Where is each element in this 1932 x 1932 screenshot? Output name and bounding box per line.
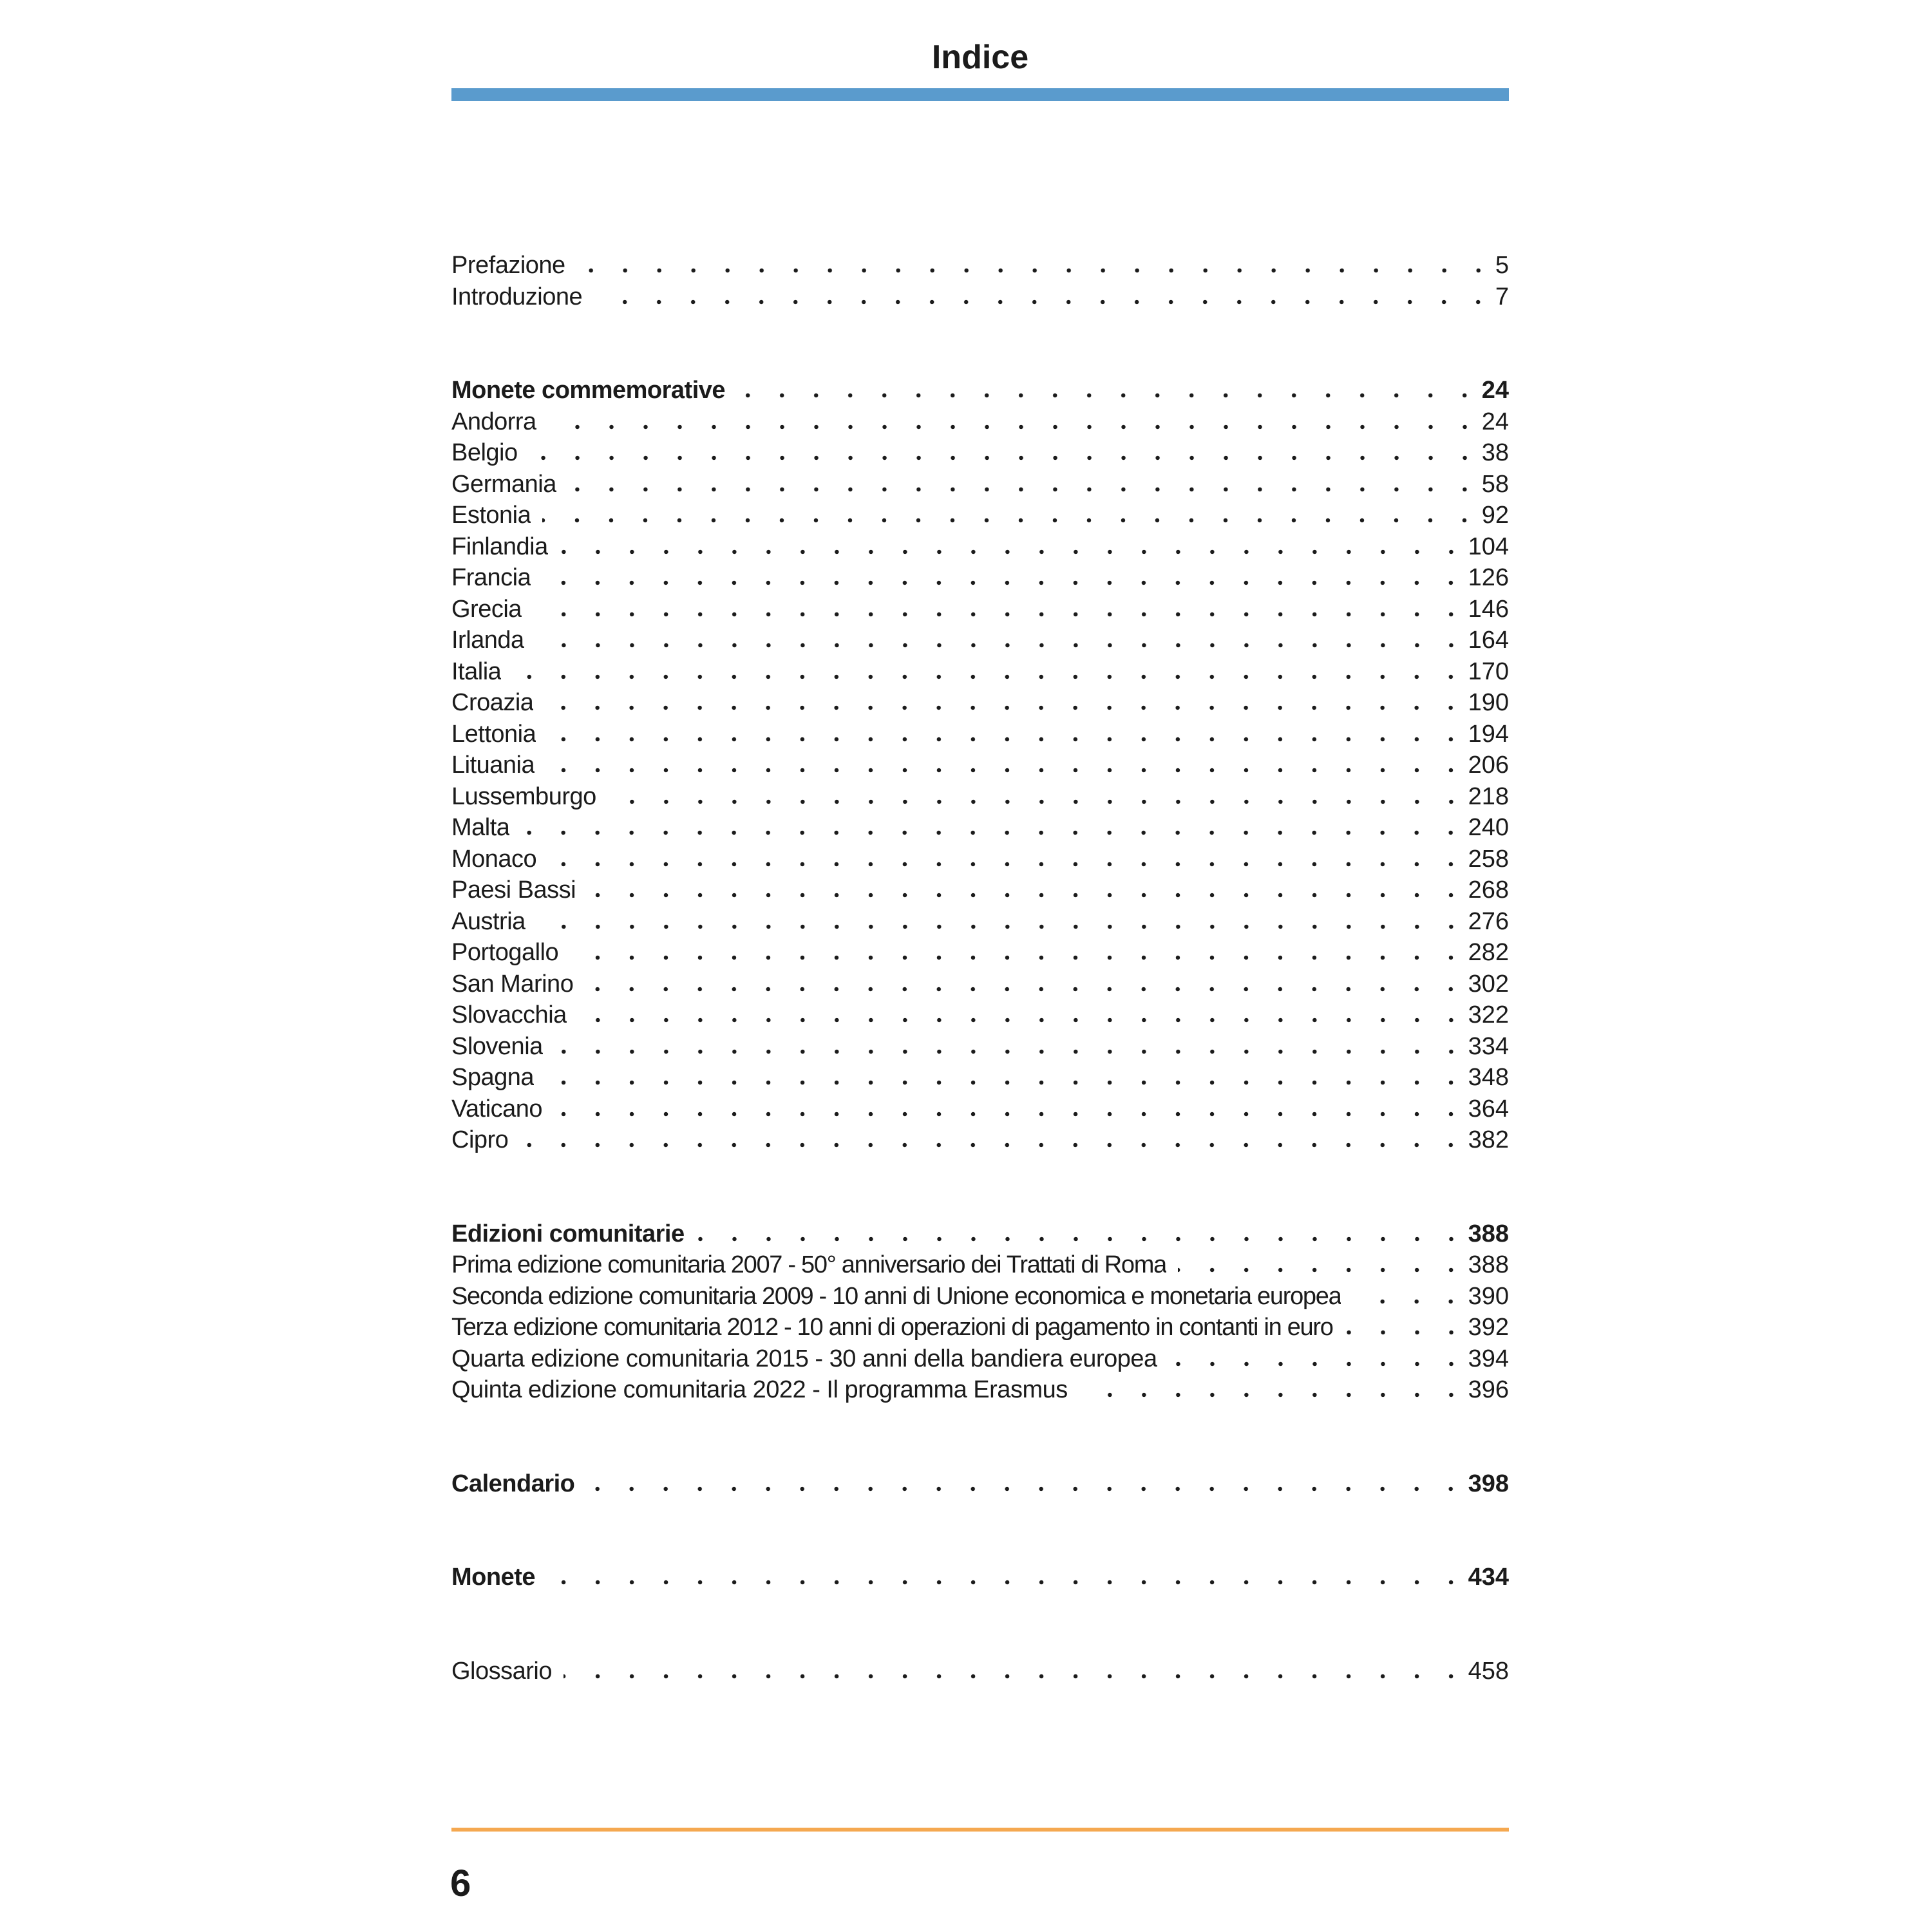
- toc-entry-label: Finlandia: [451, 533, 548, 560]
- toc-entry-label: Francia: [451, 564, 531, 591]
- toc-entry-label: Terza edizione comunitaria 2012 - 10 anni di operazioni di pagamento in contanti in euro: [451, 1314, 1333, 1341]
- dot-leader: [564, 1674, 1468, 1679]
- toc-row: [451, 1062, 1509, 1094]
- toc-entry-page: 388: [1468, 1220, 1509, 1247]
- toc-row: [451, 781, 1509, 813]
- toc-section: [451, 375, 1509, 1156]
- dot-leader: [548, 424, 1482, 430]
- toc-row: [451, 999, 1509, 1031]
- toc-entry-page: 348: [1468, 1064, 1509, 1091]
- toc-row: [451, 1374, 1509, 1406]
- dot-leader: [1352, 1299, 1468, 1304]
- toc-entry-label: Vaticano: [451, 1095, 543, 1122]
- toc-entry-label: San Marino: [451, 970, 574, 998]
- toc-entry-label: Quinta edizione comunitaria 2022 - Il programma Erasmus: [451, 1376, 1068, 1403]
- toc-row: [451, 594, 1509, 625]
- dot-leader: [533, 612, 1468, 617]
- folio-page-number: 6: [450, 1862, 471, 1904]
- toc-entry-page: 364: [1468, 1095, 1509, 1122]
- toc-entry-page: 394: [1468, 1345, 1509, 1372]
- dot-leader: [594, 299, 1495, 305]
- toc-entry-label: Slovacchia: [451, 1001, 567, 1028]
- toc-row: [451, 1656, 1509, 1687]
- toc-row: [451, 969, 1509, 1000]
- dot-leader: [737, 393, 1482, 398]
- toc-entry-label: Introduzione: [451, 283, 583, 310]
- toc-row: [451, 656, 1509, 688]
- toc-row: [451, 1343, 1509, 1375]
- toc-row: [451, 625, 1509, 656]
- dot-leader: [578, 1018, 1468, 1023]
- toc-entry-label: Paesi Bassi: [451, 876, 576, 904]
- toc-section: [451, 1562, 1509, 1593]
- toc-entry-label: Irlanda: [451, 627, 524, 654]
- dot-leader: [696, 1236, 1468, 1242]
- toc-row: [451, 906, 1509, 938]
- toc-entry-page: 322: [1468, 1001, 1509, 1028]
- toc-entry-label: Calendario: [451, 1470, 575, 1497]
- toc-row: [451, 500, 1509, 531]
- dot-leader: [587, 893, 1468, 898]
- dot-leader: [545, 1080, 1468, 1085]
- toc-entry-label: Spagna: [451, 1064, 535, 1091]
- toc-entry-label: Andorra: [451, 408, 536, 435]
- toc-entry-label: Grecia: [451, 595, 522, 623]
- toc-row: [451, 1249, 1509, 1281]
- dot-leader: [545, 705, 1468, 710]
- toc-row: [451, 1218, 1509, 1250]
- toc-row: [451, 937, 1509, 969]
- dot-leader: [547, 737, 1468, 742]
- toc-entry-page: 382: [1468, 1126, 1509, 1153]
- toc-entry-page: 146: [1468, 595, 1509, 623]
- toc-entry-label: Austria: [451, 907, 526, 935]
- toc-entry-label: Prefazione: [451, 252, 565, 279]
- toc-entry-page: 104: [1468, 533, 1509, 560]
- toc-row: [451, 1312, 1509, 1343]
- toc-entry-page: 218: [1468, 782, 1509, 810]
- toc-entry-page: 282: [1468, 939, 1509, 966]
- toc-row: [451, 1281, 1509, 1312]
- title-rule-blue: [451, 88, 1509, 101]
- toc-entry-page: 392: [1468, 1314, 1509, 1341]
- toc-entry-page: 5: [1495, 252, 1509, 279]
- toc-row: [451, 875, 1509, 906]
- toc-entry-page: 390: [1468, 1282, 1509, 1310]
- page-title: Indice: [931, 39, 1029, 76]
- toc-entry-label: Monete: [451, 1564, 535, 1591]
- toc-row: [451, 1094, 1509, 1125]
- toc-entry-label: Edizioni comunitarie: [451, 1220, 685, 1247]
- toc-entry-page: 164: [1468, 627, 1509, 654]
- toc-row: [451, 687, 1509, 719]
- dot-leader: [586, 1486, 1468, 1492]
- dot-leader: [554, 1112, 1468, 1117]
- dot-leader: [1178, 1267, 1468, 1273]
- dot-leader: [548, 862, 1468, 867]
- toc-row: [451, 437, 1509, 469]
- dot-leader: [536, 643, 1468, 648]
- toc-entry-page: 170: [1468, 658, 1509, 685]
- toc-section: [451, 250, 1509, 312]
- toc-entry-page: 206: [1468, 752, 1509, 779]
- toc-entry-label: Glossario: [451, 1657, 552, 1685]
- dot-leader: [1345, 1330, 1468, 1335]
- toc-section: [451, 1218, 1509, 1406]
- dot-leader: [521, 830, 1468, 835]
- toc-entry-page: 388: [1468, 1251, 1509, 1278]
- toc-entry-label: Lettonia: [451, 720, 536, 748]
- toc-row: [451, 406, 1509, 438]
- toc-row: [451, 1124, 1509, 1156]
- toc-entry-page: 24: [1481, 408, 1509, 435]
- toc-entry-label: Monaco: [451, 845, 537, 873]
- toc-entry-label: Germania: [451, 470, 556, 498]
- toc-entry-page: 334: [1468, 1032, 1509, 1060]
- toc: [451, 250, 1509, 1687]
- dot-leader: [577, 268, 1495, 273]
- toc-entry-page: 58: [1481, 470, 1509, 498]
- toc-entry-label: Cipro: [451, 1126, 509, 1153]
- toc-entry-label: Prima edizione comunitaria 2007 - 50° anniversario dei Trattati di Roma: [451, 1251, 1166, 1278]
- toc-row: [451, 750, 1509, 781]
- toc-row: [451, 375, 1509, 406]
- toc-entry-page: 302: [1468, 970, 1509, 998]
- toc-section: [451, 1468, 1509, 1500]
- toc-entry-label: Portogallo: [451, 939, 559, 966]
- toc-row: [451, 812, 1509, 844]
- dot-leader: [1079, 1392, 1468, 1397]
- dot-leader: [542, 518, 1481, 523]
- toc-entry-page: 190: [1468, 689, 1509, 716]
- toc-row: [451, 531, 1509, 563]
- dot-leader: [513, 674, 1468, 679]
- toc-entry-label: Quarta edizione comunitaria 2015 - 30 anni della bandiera europea: [451, 1345, 1157, 1372]
- toc-entry-label: Croazia: [451, 689, 534, 716]
- toc-entry-page: 396: [1468, 1376, 1509, 1403]
- dot-leader: [547, 1580, 1468, 1585]
- toc-entry-page: 126: [1468, 564, 1509, 591]
- toc-row: [451, 469, 1509, 500]
- footer-rule-orange: [451, 1828, 1509, 1832]
- toc-section: [451, 1656, 1509, 1687]
- toc-row: [451, 281, 1509, 313]
- dot-leader: [546, 768, 1468, 773]
- toc-entry-label: Lituania: [451, 752, 535, 779]
- dot-leader: [520, 1142, 1468, 1148]
- toc-row: [451, 250, 1509, 281]
- toc-row: [451, 1031, 1509, 1063]
- dot-leader: [542, 580, 1468, 585]
- toc-entry-page: 7: [1495, 283, 1509, 310]
- toc-row: [451, 1468, 1509, 1500]
- toc-entry-label: Estonia: [451, 502, 531, 529]
- dot-leader: [568, 487, 1482, 492]
- toc-row: [451, 562, 1509, 594]
- toc-entry-label: Lussemburgo: [451, 782, 596, 810]
- dot-leader: [560, 549, 1468, 554]
- toc-row: [451, 1562, 1509, 1593]
- toc-entry-label: Slovenia: [451, 1032, 543, 1060]
- dot-leader: [570, 955, 1468, 960]
- toc-row: [451, 844, 1509, 875]
- toc-entry-page: 92: [1481, 502, 1509, 529]
- dot-leader: [529, 455, 1482, 460]
- dot-leader: [608, 799, 1468, 804]
- toc-entry-label: Seconda edizione comunitaria 2009 - 10 anni di Unione economica e monetaria europea: [451, 1282, 1341, 1310]
- toc-entry-page: 258: [1468, 845, 1509, 873]
- toc-entry-page: 240: [1468, 814, 1509, 841]
- dot-leader: [554, 1049, 1468, 1054]
- toc-entry-page: 24: [1481, 377, 1509, 404]
- toc-entry-label: Malta: [451, 814, 510, 841]
- toc-entry-page: 458: [1468, 1657, 1509, 1685]
- toc-row: [451, 719, 1509, 750]
- toc-entry-page: 194: [1468, 720, 1509, 748]
- dot-leader: [537, 924, 1468, 929]
- toc-entry-page: 434: [1468, 1564, 1509, 1591]
- toc-entry-label: Monete commemorative: [451, 377, 726, 404]
- dot-leader: [1169, 1361, 1468, 1367]
- dot-leader: [585, 987, 1468, 992]
- toc-entry-page: 268: [1468, 876, 1509, 904]
- toc-entry-label: Belgio: [451, 439, 518, 466]
- toc-entry-page: 276: [1468, 907, 1509, 935]
- toc-entry-page: 38: [1481, 439, 1509, 466]
- toc-entry-label: Italia: [451, 658, 502, 685]
- toc-entry-page: 398: [1468, 1470, 1509, 1497]
